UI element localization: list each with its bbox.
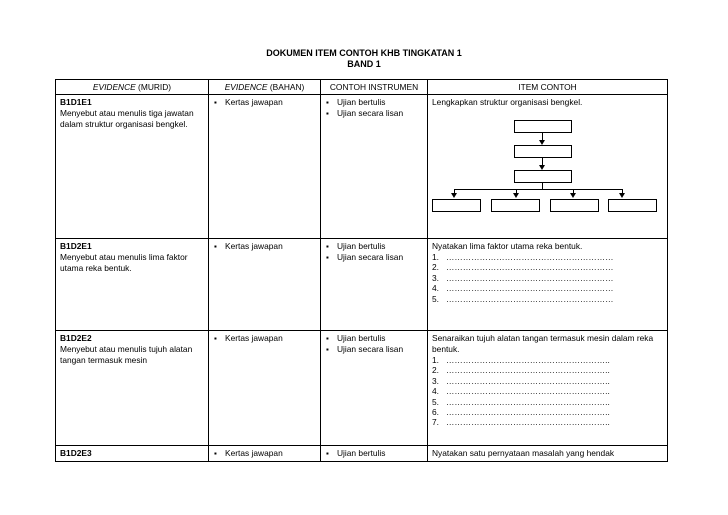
answer-line [432,386,663,396]
instrumen-item: ▪ Ujian secara lisan [325,344,423,355]
instrumen-item: ▪ Ujian bertulis [325,97,423,108]
answer-dots: …………………………………………………… [446,283,614,294]
org-box-level-1 [514,120,572,133]
answer-number: 5. [432,396,439,407]
evidence-bahan-cell [209,95,321,239]
answer-line [432,376,663,386]
evidence-description: Menyebut atau menulis tujuh alatan tangan termasuk mesin [60,344,193,365]
answer-dots: ………………………………………………….. [446,407,610,418]
header-evidence-bahan [209,80,321,95]
answer-number: 5. [432,293,439,304]
down-arrow-icon [451,193,457,198]
document-title: DOKUMEN ITEM CONTOH KHB TINGKATAN 1 [266,48,462,58]
header-evidence-murid-rest: (MURID) [135,81,172,92]
answer-number: 4. [432,283,439,294]
instrumen-cell [321,446,428,462]
answer-dots: …………………………………………………… [446,252,614,262]
answer-line [432,397,663,407]
answer-dots: …………………………………………………… [446,262,614,273]
instrumen-item: ▪ Ujian secara lisan [325,252,423,263]
item-question: Lengkapkan struktur organisasi bengkel. [432,97,583,107]
evidence-code: B1D2E2 [60,333,92,343]
answer-number: 1. [432,252,439,262]
answer-dots: ………………………………………………….. [446,417,610,428]
answer-line [432,355,663,365]
table-header-row [56,80,668,95]
answer-number: 3. [432,375,439,386]
answer-number: 7. [432,417,439,428]
instrumen-cell [321,331,428,446]
answer-number: 1. [432,355,439,365]
header-evidence-murid [56,80,209,95]
answer-dots: …………………………………………………… [446,272,614,283]
instrumen-item: ▪ Ujian secara lisan [325,108,423,119]
org-box-level-4 [550,199,599,212]
evidence-bahan-cell [209,239,321,331]
item-contoh-cell [428,446,668,462]
evidence-code: B1D2E3 [60,448,92,458]
answer-dots: ………………………………………………….. [446,375,610,386]
item-question: Senaraikan tujuh alatan tangan termasuk mesin dalam reka bentuk. [432,333,654,354]
header-evidence-murid-italic: EVIDENCE [92,81,136,92]
header-evidence-bahan-italic: EVIDENCE [224,81,268,92]
header-evidence-bahan-rest: (BAHAN) [267,81,305,92]
answer-line [432,365,663,375]
bahan-item: ▪ Kertas jawapan [213,241,316,252]
answer-line [432,273,663,283]
org-horizontal-connector [454,189,622,190]
org-box-level-3 [514,170,572,183]
evidence-code: B1D1E1 [60,97,92,107]
down-arrow-icon [570,193,576,198]
answer-line [432,283,663,293]
evidence-description: Menyebut atau menulis lima faktor utama reka bentuk. [60,252,188,273]
down-arrow-icon [619,193,625,198]
item-question: Nyatakan lima faktor utama reka bentuk. [432,241,583,251]
evidence-murid-cell [56,95,209,239]
instrumen-item: ▪ Ujian bertulis [325,333,423,344]
answer-dots: ………………………………………………….. [446,396,610,407]
org-box-level-4 [608,199,657,212]
bahan-item: ▪ Kertas jawapan [213,333,316,344]
answer-line [432,262,663,272]
evidence-murid-cell [56,446,209,462]
answer-dots: ………………………………………………….. [446,365,610,376]
header-contoh-instrumen: CONTOH INSTRUMEN [321,80,428,95]
item-contoh-cell [428,331,668,446]
answer-dots: …………………………………………………… [446,293,614,304]
org-box-level-2 [514,145,572,158]
answer-number: 3. [432,272,439,283]
table-row [56,446,668,462]
answer-number: 4. [432,386,439,397]
evidence-description: Menyebut atau menulis tiga jawatan dalam struktur organisasi bengkel. [60,108,194,129]
org-chart-diagram [432,114,660,214]
bahan-item: ▪ Kertas jawapan [213,448,316,459]
item-contoh-cell [428,95,668,239]
evidence-murid-cell [56,331,209,446]
answer-line [432,294,663,304]
down-arrow-icon [513,193,519,198]
band-title: BAND 1 [347,59,381,69]
org-box-level-4 [491,199,540,212]
evidence-code: B1D2E1 [60,241,92,251]
answer-list [432,252,663,304]
table-row [56,331,668,446]
header-item-contoh: ITEM CONTOH [428,80,668,95]
instrumen-item: ▪ Ujian bertulis [325,241,423,252]
bahan-item: ▪ Kertas jawapan [213,97,316,108]
answer-line [432,407,663,417]
item-table [55,79,668,462]
answer-line [432,417,663,427]
org-box-level-4 [432,199,481,212]
answer-dots: ………………………………………………….. [446,386,610,397]
answer-number: 2. [432,262,439,273]
answer-number: 2. [432,365,439,376]
table-row [56,239,668,331]
instrumen-cell [321,95,428,239]
evidence-bahan-cell [209,331,321,446]
answer-list [432,355,663,428]
answer-number: 6. [432,407,439,418]
item-contoh-cell [428,239,668,331]
instrumen-item: ▪ Ujian bertulis [325,448,423,459]
answer-line [432,252,663,262]
table-row [56,95,668,239]
instrumen-cell [321,239,428,331]
evidence-bahan-cell [209,446,321,462]
item-question: Nyatakan satu pernyataan masalah yang hendak [432,448,615,458]
evidence-murid-cell [56,239,209,331]
answer-dots: ………………………………………………….. [446,355,610,365]
